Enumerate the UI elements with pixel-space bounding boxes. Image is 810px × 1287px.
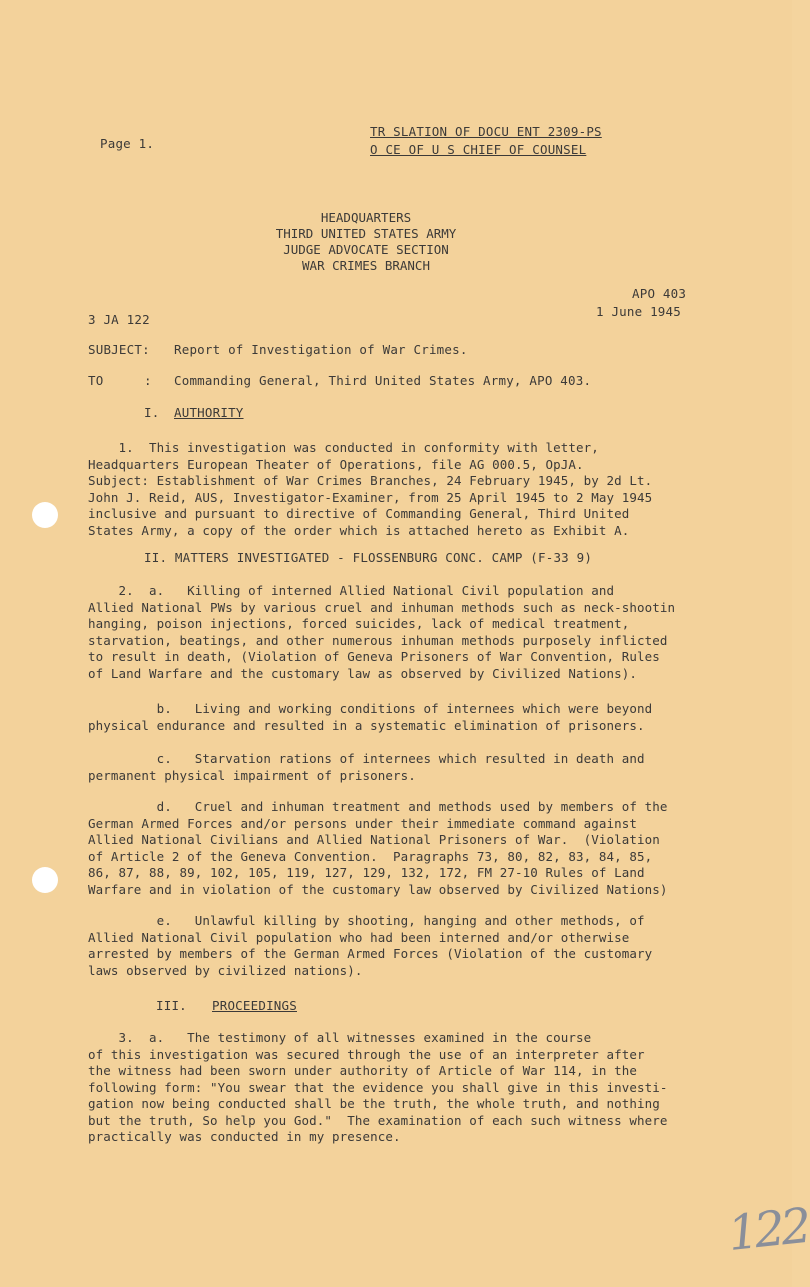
paragraph-2b: b. Living and working conditions of internees which were beyond physical endurance and resulted in a systematic elimination of prisoners. [88, 701, 653, 733]
paragraph-3a: 3. a. The testimony of all witnesses examined in the course of this investigation was secured through the use of an interpreter after the witness had been sworn under authority of Article of War 114, in the following form: "You swear that the evidence you shall give in this investi- gation now being conducted shall be the truth, the whole truth, and nothing but the truth, So help you God." The examination of each such witness where practically was conducted in my presence. [88, 1030, 668, 1144]
letterhead-line: THIRD UNITED STATES ARMY [275, 226, 457, 241]
punch-hole [32, 867, 58, 893]
file-reference: 3 JA 122 [88, 312, 150, 327]
to-text: Commanding General, Third United States Army, APO 403. [174, 373, 592, 388]
apo-number: APO 403 [632, 286, 687, 301]
document-date: 1 June 1945 [596, 304, 681, 319]
paragraph-2c: c. Starvation rations of internees which resulted in death and permanent physical impairment of prisoners. [88, 751, 645, 783]
paragraph-1: 1. This investigation was conducted in conformity with letter, Headquarters European Theater of Operations, file AG 000.5, OpJA. Subject: Establishment of War Crimes Branches, 24 February 1945, by 2d Lt. John J. Reid, AUS, Investigator-Examiner, from 25 April 1945 to 2 May 1945 inclusive and pursuant to directive of Commanding General, Third United States Army, a copy of the order which is attached hereto as Exhibit A. [88, 440, 653, 538]
handwritten-page-number: 122 [725, 1197, 810, 1263]
letterhead-line: HEADQUARTERS [320, 210, 412, 225]
paragraph-2a: 2. a. Killing of interned Allied National Civil population and Allied National PWs by various cruel and inhuman methods such as neck-shootin hanging, poison injections, forced suicides, lack of medical treatment, starvation, beatings, and other numerous inhuman methods purposely inflicted to result in death, (Violation of Geneva Prisoners of War Convention, Rules of Land Warfare and the customary law as observed by Civilized Nations). [88, 583, 676, 681]
to-label: TO [88, 373, 104, 388]
translation-title: TR SLATION OF DOCU ENT 2309-PS [370, 124, 602, 139]
section-number: I. [144, 405, 160, 420]
page-label: Page 1. [100, 136, 155, 151]
paragraph-2e: e. Unlawful killing by shooting, hanging and other methods, of Allied National Civil population who had been interned and/or otherwise arrested by members of the German Armed Forces (Violation of the customary laws observed by civilized nations). [88, 913, 653, 978]
section-title: PROCEEDINGS [212, 998, 297, 1013]
translation-office: O CE OF U S CHIEF OF COUNSEL [370, 142, 587, 157]
punch-hole [32, 502, 58, 528]
section-title: AUTHORITY [174, 405, 244, 420]
to-colon: : [144, 373, 152, 388]
section-number: III. [156, 998, 187, 1013]
letterhead-line: JUDGE ADVOCATE SECTION [283, 242, 449, 257]
subject-text: Report of Investigation of War Crimes. [174, 342, 468, 357]
paragraph-2d: d. Cruel and inhuman treatment and methods used by members of the German Armed Forces and/or persons under their immediate command against Allied National Civilians and Allied National Prisoners of War. (Violation of Article 2 of the Geneva Convention. Paragraphs 73, 80, 82, 83, 84, 85, 86, 87, 88, 89, 102, 105, 119, 127, 129, 132, 172, FM 27-10 Rules of Land Warfare and in violation of the customary law observed by Civilized Nations) [88, 799, 668, 897]
subject-label: SUBJECT: [88, 342, 150, 357]
letterhead [262, 210, 470, 274]
letterhead-line: WAR CRIMES BRANCH [302, 258, 430, 273]
section-title: II. MATTERS INVESTIGATED - FLOSSENBURG CONC. CAMP (F-33 9) [144, 550, 593, 565]
